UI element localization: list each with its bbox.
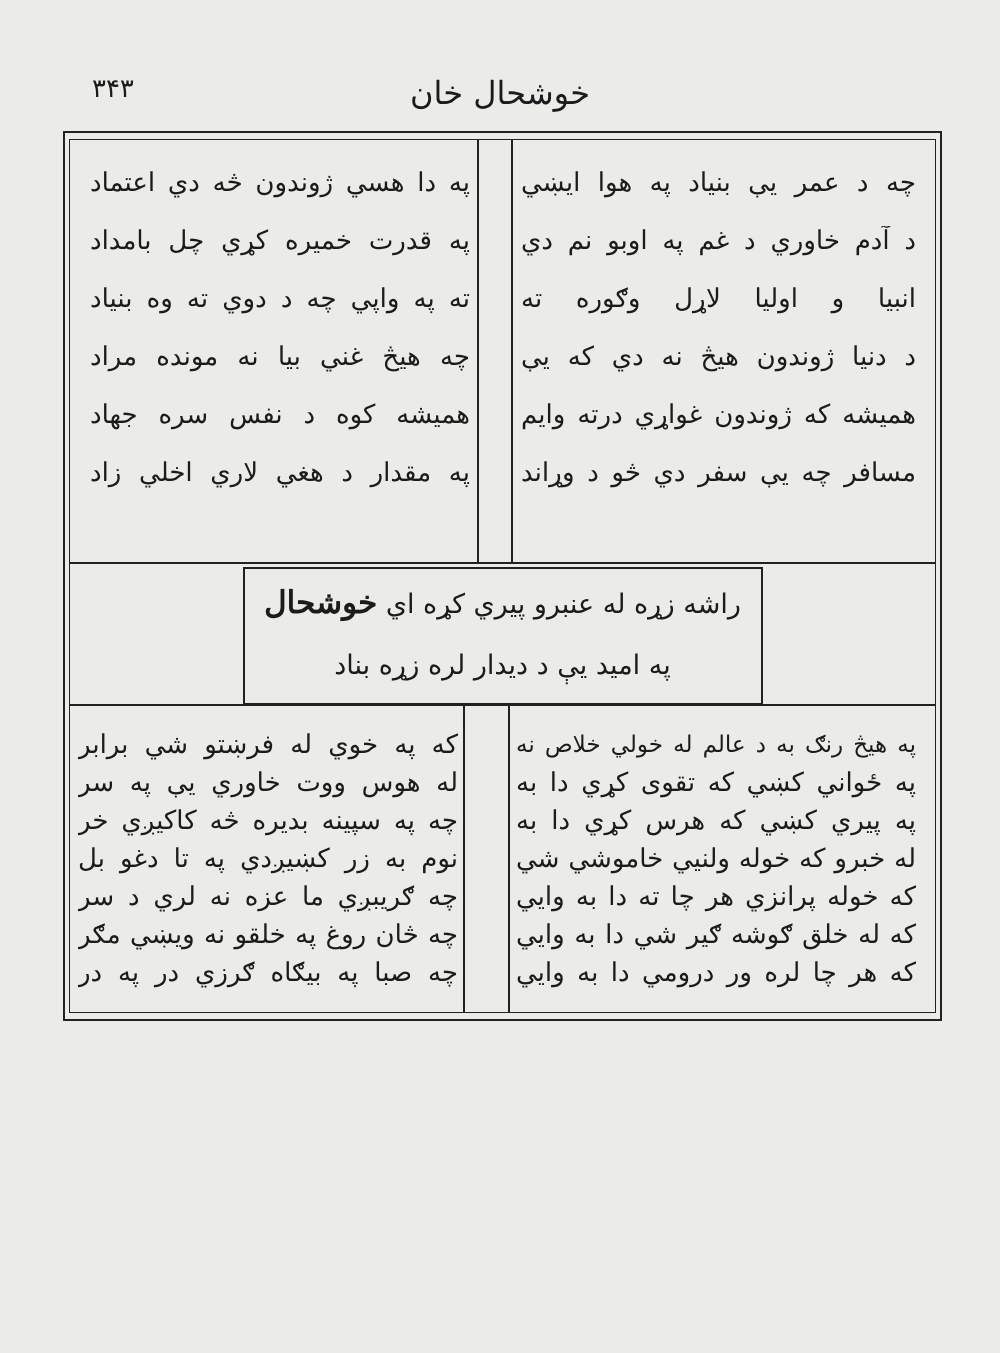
verse-line: انبيا و اوليا لاړل وګوره ته bbox=[521, 284, 916, 314]
top-column-divider-2 bbox=[511, 139, 513, 563]
verse-line: په دا هسي ژوندون څه دي اعتماد bbox=[90, 168, 470, 198]
top-section-rule bbox=[69, 562, 936, 564]
bottom-column-divider-1 bbox=[463, 704, 465, 1013]
top-right-stanza bbox=[521, 168, 916, 488]
poet-name: خوشحال bbox=[264, 585, 378, 621]
verse-line: چه په سپينه بديره څه کاکيږي خر bbox=[78, 806, 458, 836]
verse-line: نوم به زر کښيږدي په تا دغو بل bbox=[78, 844, 458, 874]
couplet-text: راشه زړه له عنبرو پيري کړه اي bbox=[385, 589, 741, 620]
page-number: ۳۴۳ bbox=[92, 74, 134, 104]
verse-line: که هر چا لره ور درومي دا به وايي bbox=[516, 958, 916, 988]
verse-line: مسافر چه يې سفر دي څو د وړاند bbox=[521, 458, 916, 488]
verse-line: په هيڅ رنګ به د عالم له خولي خلاص نه bbox=[516, 732, 916, 758]
verse-line: چه هيڅ غني بيا نه مونده مراد bbox=[90, 342, 470, 372]
verse-line: چه د عمر يې بنياد په هوا ايښي bbox=[521, 168, 916, 198]
verse-line: په پيري کښي که هرس کړي دا به bbox=[516, 806, 916, 836]
verse-line: که له خلق ګوشه ګير شي دا به وايي bbox=[516, 920, 916, 950]
middle-couplet-line-2: په اميد يې د ديدار لره زړه بناد bbox=[334, 650, 671, 681]
verse-line: د آدم خاوري د غم په اوبو نم دي bbox=[521, 226, 916, 256]
verse-line: که خوله پرانزي هر چا ته دا به وايي bbox=[516, 882, 916, 912]
verse-line: له خبرو که خوله ولنيي خاموشي شي bbox=[516, 844, 916, 874]
bottom-right-stanza bbox=[516, 730, 916, 988]
bottom-column-divider-2 bbox=[508, 704, 510, 1013]
middle-couplet-line-1 bbox=[250, 585, 755, 621]
top-left-stanza bbox=[90, 168, 470, 488]
running-title: خوشحال خان bbox=[410, 74, 590, 112]
verse-line: د دنيا ژوندون هيڅ نه دي که يې bbox=[521, 342, 916, 372]
verse-line: چه څان روغ په خلقو نه ويښي مګر bbox=[78, 920, 458, 950]
verse-line: له هوس ووت خاوري يې په سر bbox=[78, 768, 458, 798]
bottom-left-stanza bbox=[78, 730, 458, 988]
verse-line: په مقدار د هغي لاري اخلي زاد bbox=[90, 458, 470, 488]
top-column-divider-1 bbox=[477, 139, 479, 563]
verse-line: هميشه که ژوندون غواړي درته وايم bbox=[521, 400, 916, 430]
verse-line: چه صبا په بيګاه ګرزي در په در bbox=[78, 958, 458, 988]
verse-line: په قدرت خميره کړي چل بامداد bbox=[90, 226, 470, 256]
verse-line: ته په واپي چه د دوي ته وه بنياد bbox=[90, 284, 470, 314]
verse-line: چه ګريبږي ما عزه نه لري د سر bbox=[78, 882, 458, 912]
verse-line: که په خوي له فرښتو شي برابر bbox=[78, 730, 458, 760]
verse-line: هميشه کوه د نفس سره جهاد bbox=[90, 400, 470, 430]
verse-line: په ځواني کښي که تقوی کړي دا به bbox=[516, 768, 916, 798]
